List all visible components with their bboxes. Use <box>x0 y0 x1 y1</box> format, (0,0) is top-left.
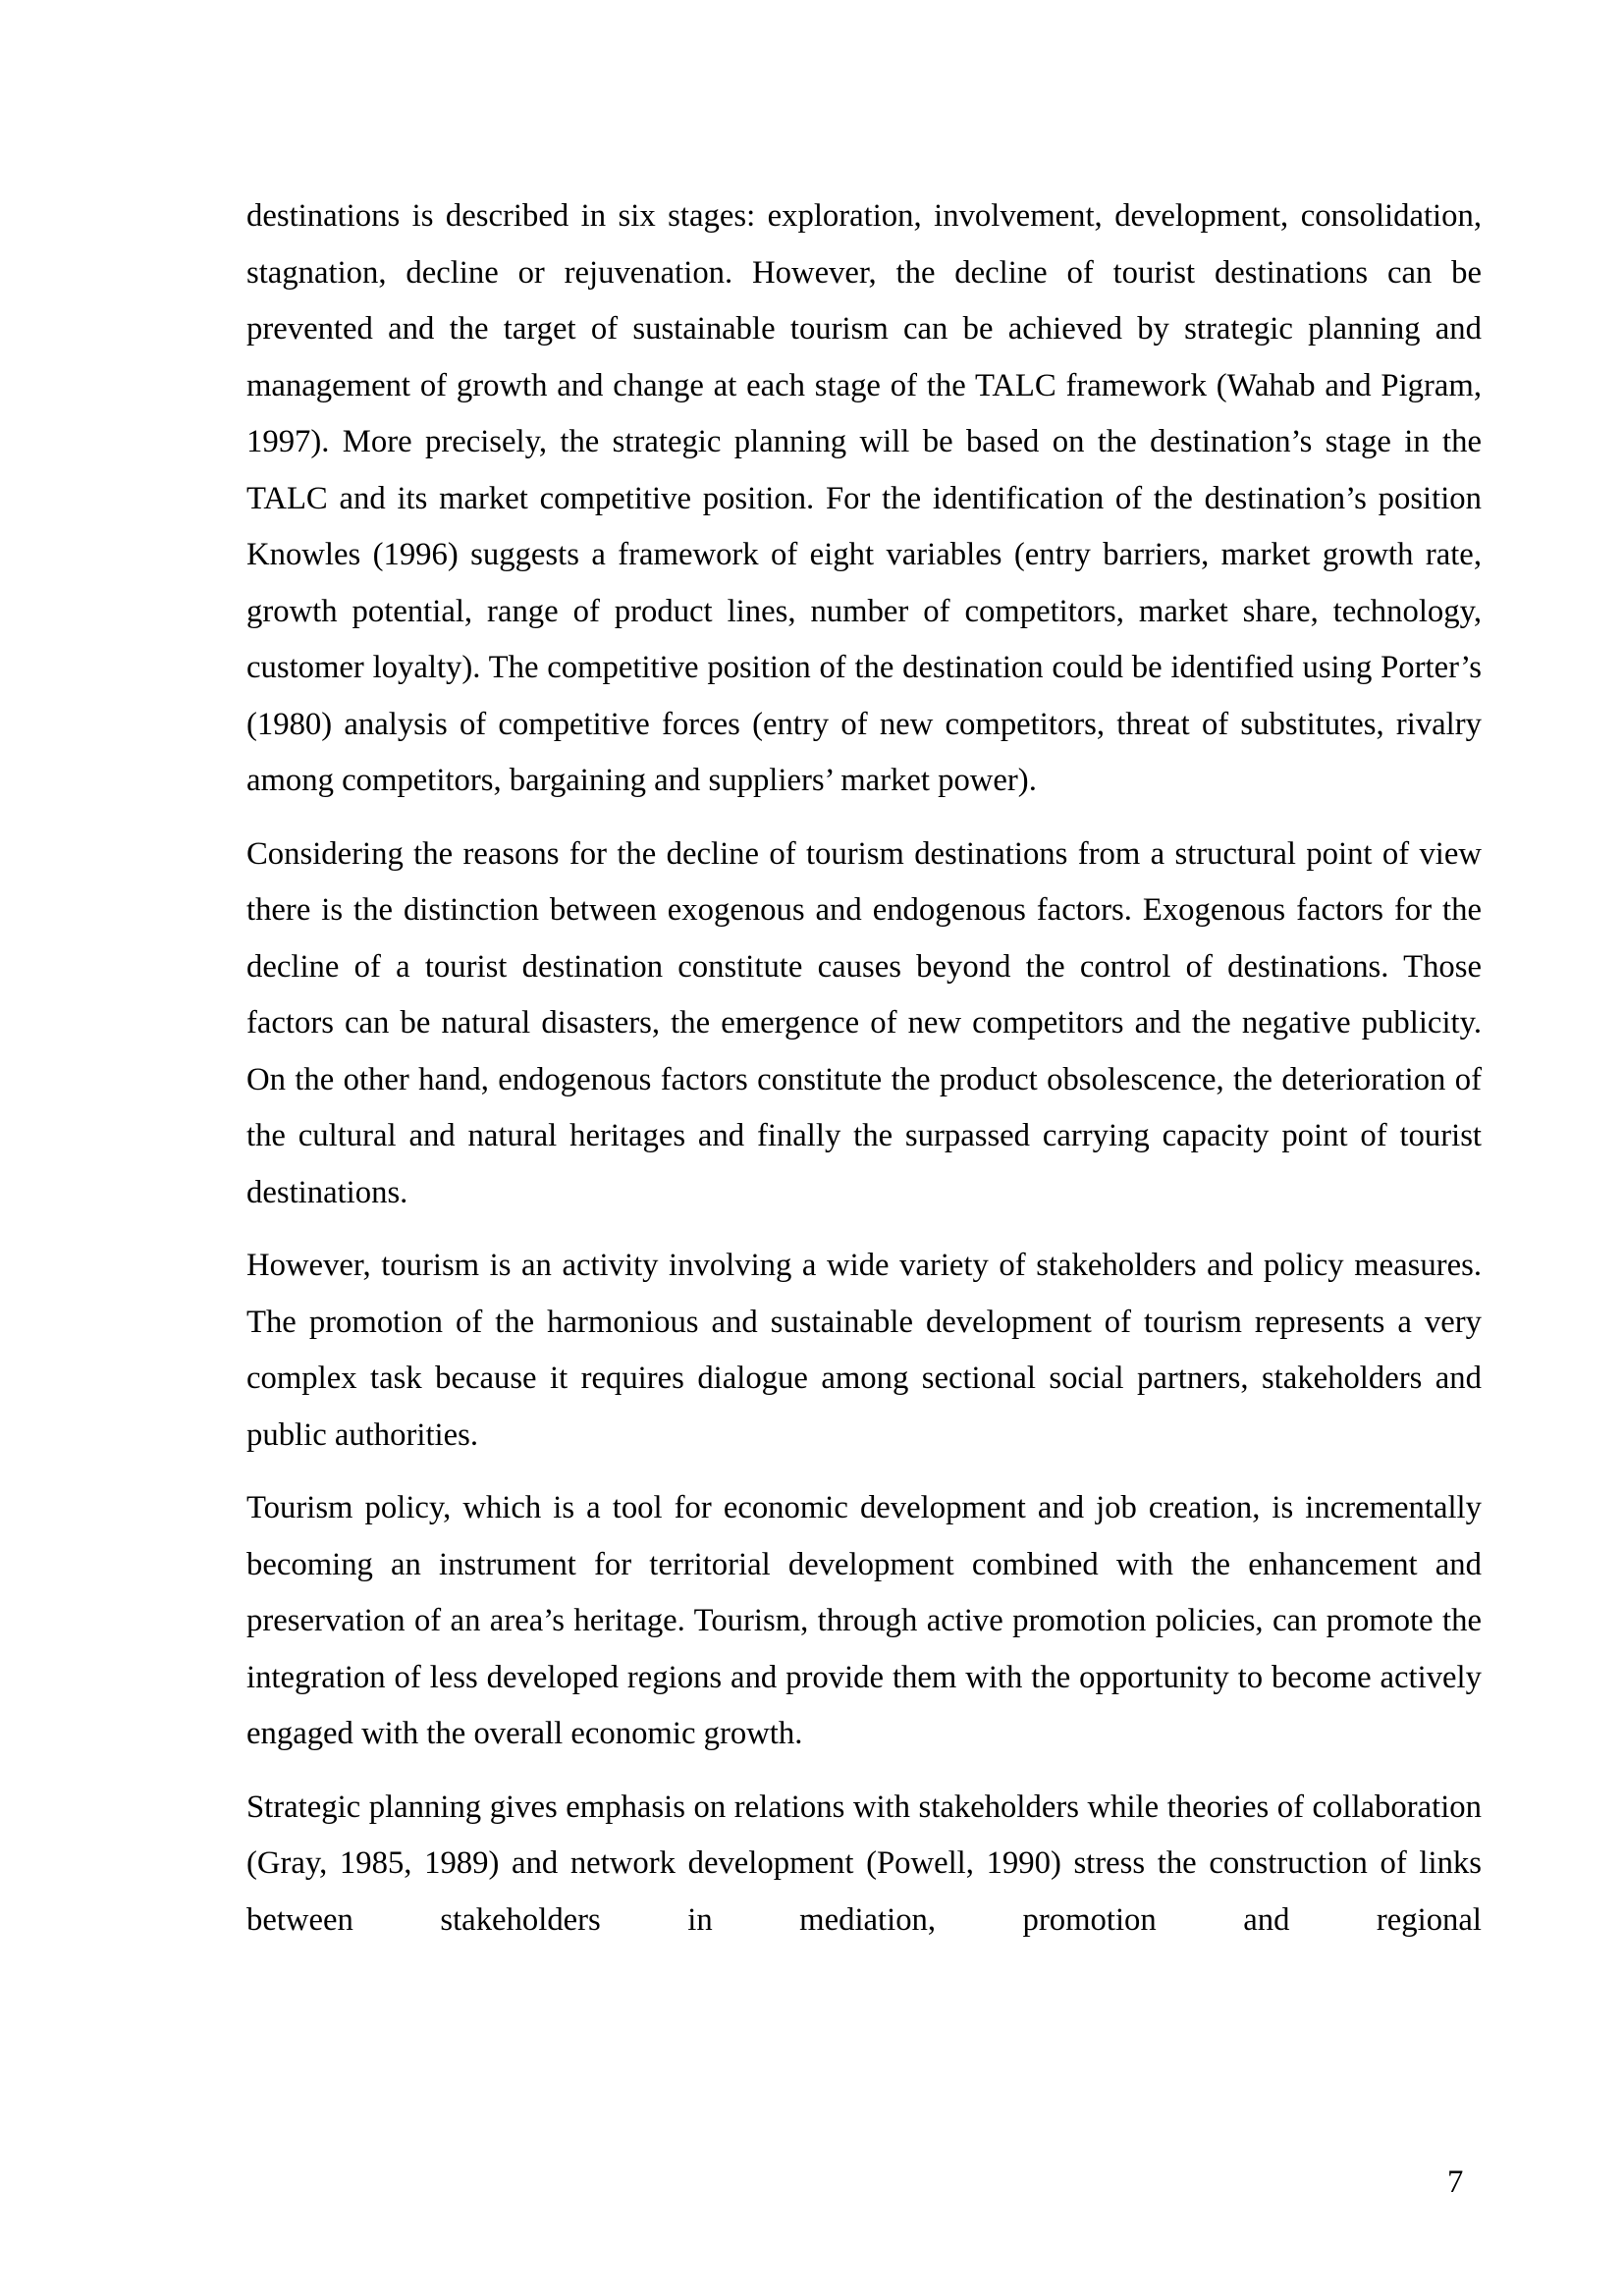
paragraph-strategic-planning: Strategic planning gives emphasis on relations with stakeholders while theories of collaboration (Gray, 1985, 1989) and network development (Powell, 1990) stress the construction of links between stakeholders in mediation, promotion and regional <box>246 1789 1482 1938</box>
paragraph-talc-stages: destinations is described in six stages: exploration, involvement, development, consolidation, stagnation, decline or rejuvenation. However, the decline of tourist destinations can be prevented and the target of sustainable tourism can be achieved by strategic planning and management of growth and change at each stage of the TALC framework (Wahab and Pigram, 1997). More precisely, the strategic planning will be based on the destination’s stage in the TALC and its market competitive position. For the identification of the destination’s position Knowles (1996) suggests a framework of eight variables (entry barriers, market growth rate, growth potential, range of product lines, number of competitors, market share, technology, customer loyalty). The competitive position of the destination could be identified using Porter’s (1980) analysis of competitive forces (entry of new competitors, threat of substitutes, rivalry among competitors, bargaining and suppliers’ market power). <box>246 198 1482 798</box>
paragraph-tourism-policy: Tourism policy, which is a tool for economic development and job creation, is incrementally becoming an instrument for territorial development combined with the enhancement and preservation of an area’s heritage. Tourism, through active promotion policies, can promote the integration of less developed regions and provide them with the opportunity to become actively engaged with the overall economic growth. <box>246 1490 1482 1751</box>
page-number: 7 <box>1447 2164 1464 2200</box>
body-text <box>246 188 1482 1965</box>
paragraph-decline-factors: Considering the reasons for the decline of tourism destinations from a structural point of view there is the distinction between exogenous and endogenous factors. Exogenous factors for the decline of a tourist destination constitute causes beyond the control of destinations. Those factors can be natural disasters, the emergence of new competitors and the negative publicity. On the other hand, endogenous factors constitute the product obsolescence, the deterioration of the cultural and natural heritages and finally the surpassed carrying capacity point of tourist destinations. <box>246 835 1482 1210</box>
paragraph-stakeholders: However, tourism is an activity involving a wide variety of stakeholders and policy measures. The promotion of the harmonious and sustainable development of tourism represents a very complex task because it requires dialogue among sectional social partners, stakeholders and public authorities. <box>246 1248 1482 1453</box>
